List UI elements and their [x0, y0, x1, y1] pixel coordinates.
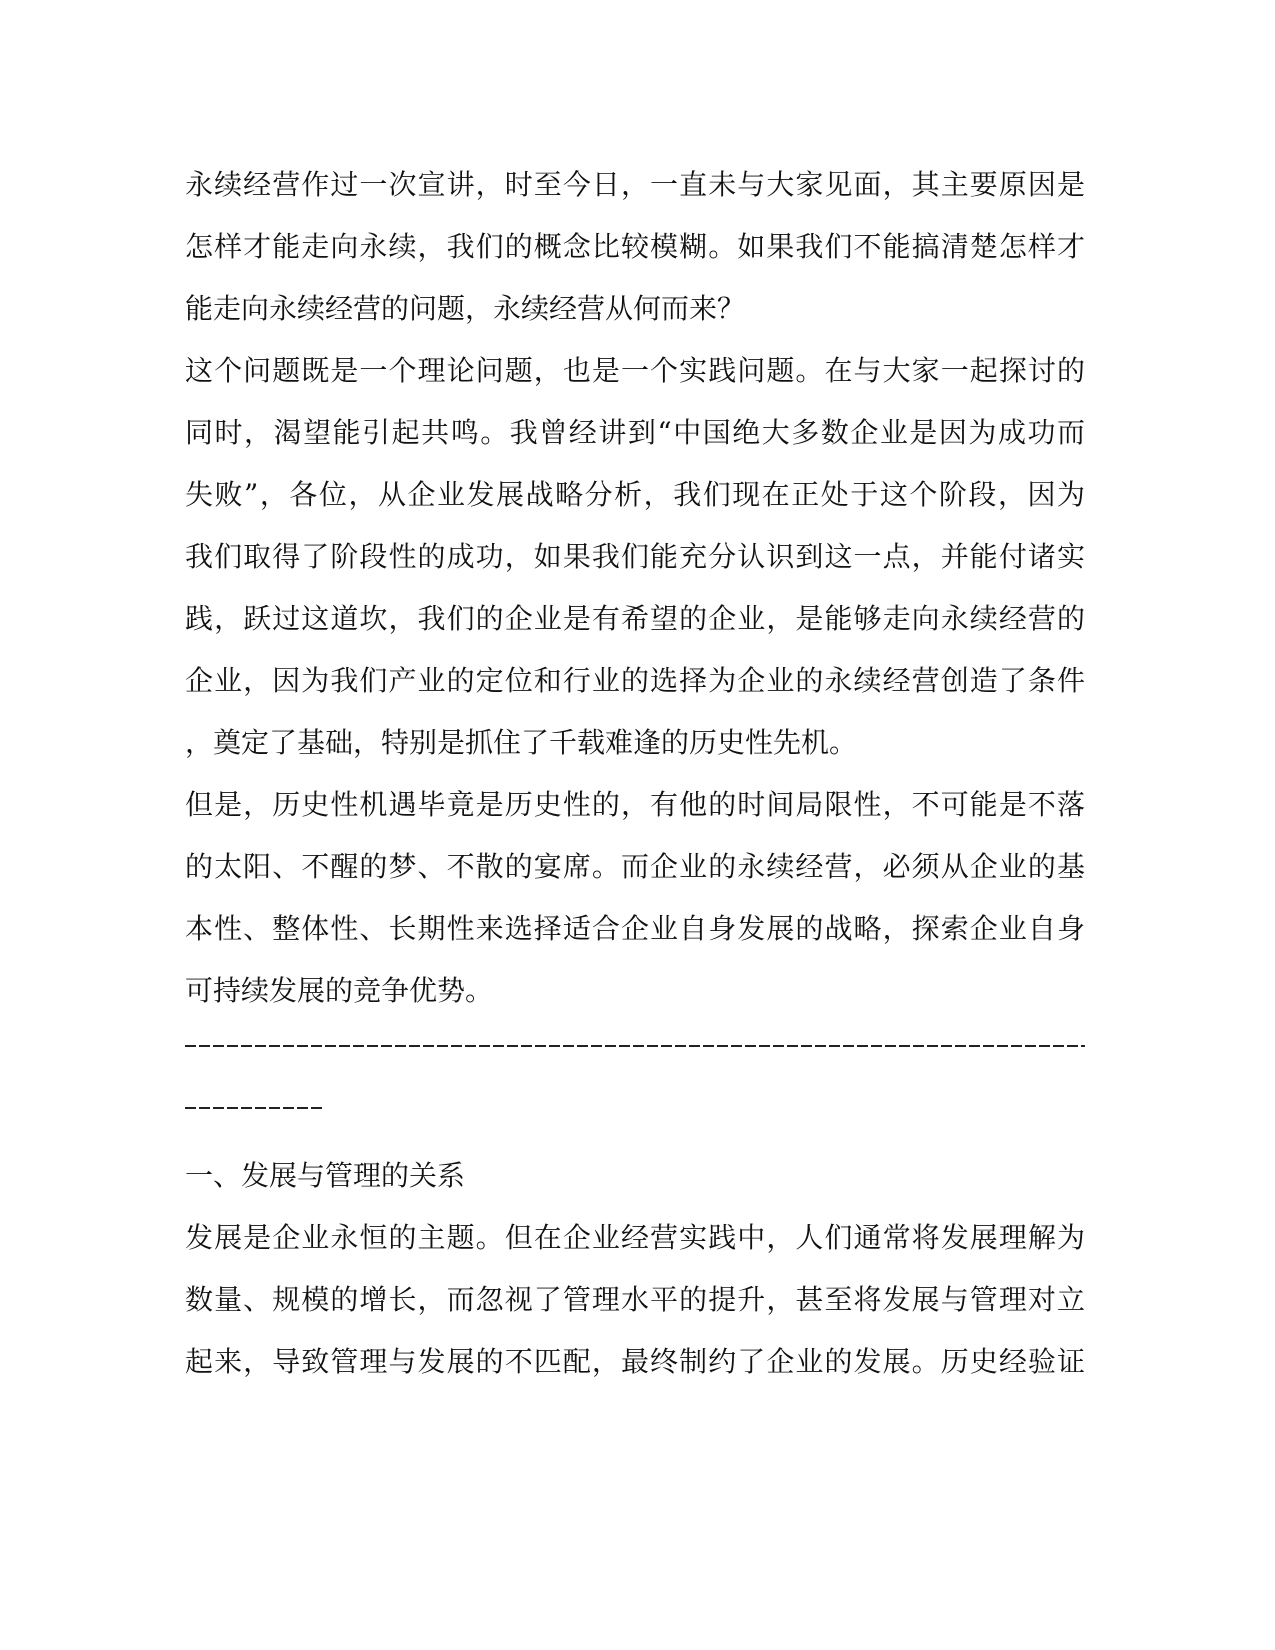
paragraph-3-line-2: 的太阳、不醒的梦、不散的宴席。而企业的永续经营，必须从企业的基 [185, 850, 1085, 883]
paragraph-1-line-1: 永续经营作过一次宣讲，时至今日，一直未与大家见面，其主要原因是 [185, 168, 1085, 201]
paragraph-3-line-3: 本性、整体性、长期性来选择适合企业自身发展的战略，探索企业自身 [185, 912, 1085, 945]
separator-line-1 [185, 1045, 1085, 1047]
paragraph-2-line-2: 同时，渴望能引起共鸣。我曾经讲到“中国绝大多数企业是因为成功而 [185, 416, 1085, 449]
section-heading: 一、发展与管理的关系 [185, 1159, 466, 1192]
paragraph-2-line-6: 企业，因为我们产业的定位和行业的选择为企业的永续经营创造了条件 [185, 664, 1085, 697]
paragraph-3-line-1: 但是，历史性机遇毕竟是历史性的，有他的时间局限性，不可能是不落 [185, 788, 1085, 821]
paragraph-2-line-3: 失败”，各位，从企业发展战略分析，我们现在正处于这个阶段，因为 [185, 478, 1085, 511]
paragraph-2-line-5: 践，跃过这道坎，我们的企业是有希望的企业，是能够走向永续经营的 [185, 602, 1085, 635]
paragraph-4-line-2: 数量、规模的增长，而忽视了管理水平的提升，甚至将发展与管理对立 [185, 1283, 1085, 1316]
paragraph-2-line-4: 我们取得了阶段性的成功，如果我们能充分认识到这一点，并能付诸实 [185, 540, 1085, 573]
paragraph-3-line-4: 可持续发展的竞争优势。 [185, 974, 494, 1007]
paragraph-4-line-3: 起来，导致管理与发展的不匹配，最终制约了企业的发展。历史经验证 [185, 1345, 1085, 1378]
paragraph-2-line-7: ，奠定了基础，特别是抓住了千载难逢的历史性先机。 [185, 726, 858, 759]
paragraph-2-line-1: 这个问题既是一个理论问题，也是一个实践问题。在与大家一起探讨的 [185, 354, 1085, 387]
separator-line-2 [185, 1107, 325, 1109]
paragraph-1-line-2: 怎样才能走向永续，我们的概念比较模糊。如果我们不能搞清楚怎样才 [185, 230, 1085, 263]
paragraph-4-line-1: 发展是企业永恒的主题。但在企业经营实践中，人们通常将发展理解为 [185, 1221, 1085, 1254]
paragraph-1-line-3: 能走向永续经营的问题，永续经营从何而来？ [185, 292, 746, 325]
